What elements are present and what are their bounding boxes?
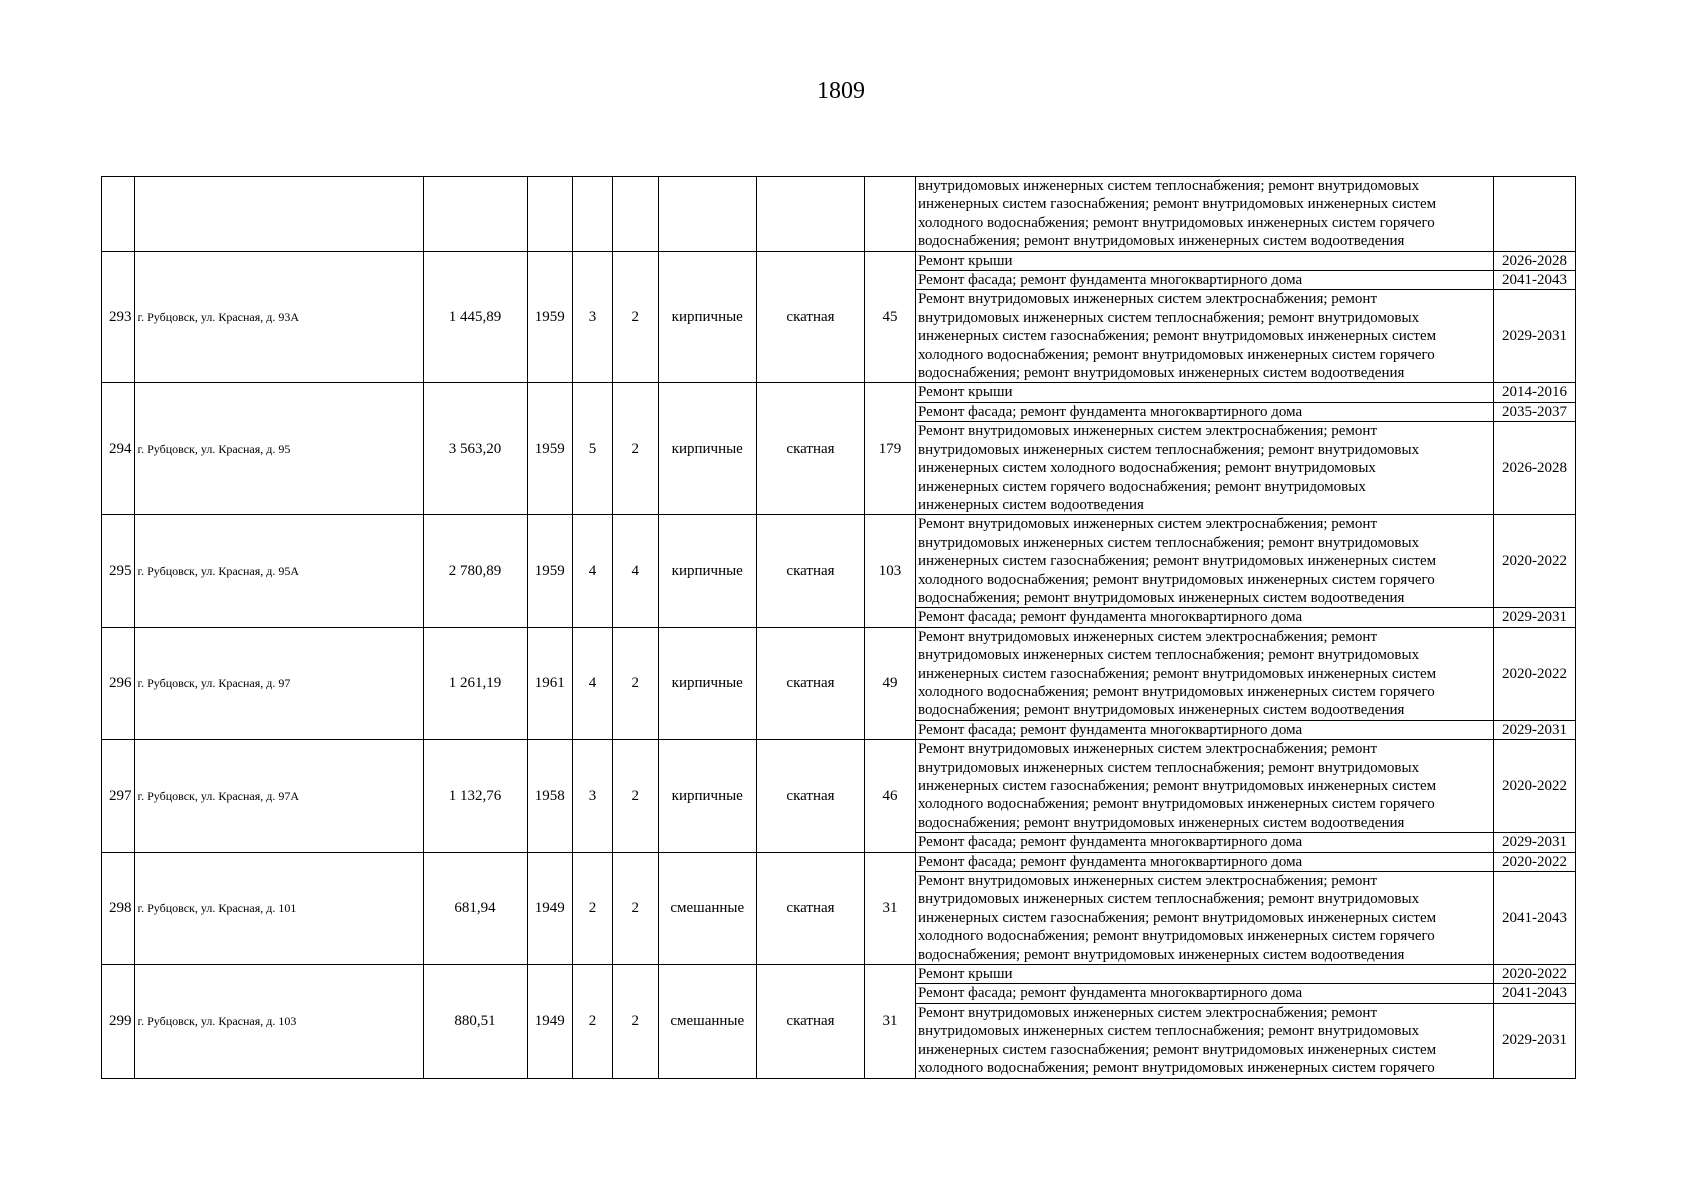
roof-type-cell: скатная — [757, 383, 865, 515]
roof-type-cell: скатная — [757, 852, 865, 964]
empty-cell — [527, 177, 573, 252]
table-row — [102, 515, 1576, 608]
floors-cell: 5 — [573, 383, 613, 515]
row-number-cell: 294 — [102, 383, 135, 515]
year-built-cell: 1961 — [527, 627, 573, 739]
period-cell: 2029-2031 — [1494, 720, 1576, 739]
residents-cell: 103 — [865, 515, 916, 627]
work-description-cell: Ремонт внутридомовых инженерных систем электроснабжения; ремонт внутридомовых инженерных систем теплоснабжения; ремонт внутридомовых инженерных систем газоснабжения; ремонт внутридомовых инженерных систем холодного водоснабжения; ремонт внутридомовых инженерных систем горячего водоснабжения; ремонт внутридомовых инженерных систем водоотведения — [916, 290, 1494, 383]
wall-material-cell: кирпичные — [658, 627, 757, 739]
period-cell: 2029-2031 — [1494, 608, 1576, 627]
period-cell: 2020-2022 — [1494, 627, 1576, 720]
roof-type-cell: скатная — [757, 251, 865, 383]
period-cell: 2020-2022 — [1494, 965, 1576, 984]
row-number-cell: 298 — [102, 852, 135, 964]
floors-cell: 2 — [573, 965, 613, 1078]
area-cell: 3 563,20 — [423, 383, 527, 515]
residents-cell: 179 — [865, 383, 916, 515]
floors-cell: 3 — [573, 251, 613, 383]
work-description-cell: Ремонт крыши — [916, 251, 1494, 270]
work-description-cell: Ремонт фасада; ремонт фундамента многоквартирного дома — [916, 402, 1494, 421]
repair-schedule-table — [101, 176, 1576, 1079]
work-description-cell: Ремонт внутридомовых инженерных систем электроснабжения; ремонт внутридомовых инженерных систем теплоснабжения; ремонт внутридомовых инженерных систем газоснабжения; ремонт внутридомовых инженерных систем холодного водоснабжения; ремонт внутридомовых инженерных систем горячего водоснабжения; ремонт внутридомовых инженерных систем водоотведения — [916, 627, 1494, 720]
wall-material-cell: кирпичные — [658, 740, 757, 852]
period-cell: 2035-2037 — [1494, 402, 1576, 421]
work-description-cell: Ремонт фасада; ремонт фундамента многоквартирного дома — [916, 271, 1494, 290]
floors-cell: 4 — [573, 515, 613, 627]
empty-cell — [102, 177, 135, 252]
floors-cell: 3 — [573, 740, 613, 852]
work-description-cell: Ремонт внутридомовых инженерных систем электроснабжения; ремонт внутридомовых инженерных систем теплоснабжения; ремонт внутридомовых инженерных систем газоснабжения; ремонт внутридомовых инженерных систем холодного водоснабжения; ремонт внутридомовых инженерных систем горячего водоснабжения; ремонт внутридомовых инженерных систем водоотведения — [916, 515, 1494, 608]
residents-cell: 49 — [865, 627, 916, 739]
period-cell: 2014-2016 — [1494, 383, 1576, 402]
period-cell: 2020-2022 — [1494, 852, 1576, 871]
area-cell: 681,94 — [423, 852, 527, 964]
wall-material-cell: смешанные — [658, 852, 757, 964]
address-cell: г. Рубцовск, ул. Красная, д. 95А — [134, 515, 423, 627]
continuation-row — [102, 177, 1576, 252]
entrances-cell: 4 — [613, 515, 659, 627]
residents-cell: 46 — [865, 740, 916, 852]
year-built-cell: 1959 — [527, 251, 573, 383]
empty-cell — [573, 177, 613, 252]
period-cell: 2029-2031 — [1494, 833, 1576, 852]
empty-cell — [658, 177, 757, 252]
table-row — [102, 740, 1576, 833]
table-row — [102, 965, 1576, 984]
roof-type-cell: скатная — [757, 740, 865, 852]
table-row — [102, 852, 1576, 871]
address-cell: г. Рубцовск, ул. Красная, д. 93А — [134, 251, 423, 383]
work-description-cell: Ремонт крыши — [916, 965, 1494, 984]
work-description-cell: Ремонт фасада; ремонт фундамента многоквартирного дома — [916, 608, 1494, 627]
roof-type-cell: скатная — [757, 627, 865, 739]
work-description-cell: Ремонт крыши — [916, 383, 1494, 402]
empty-cell — [134, 177, 423, 252]
row-number-cell: 295 — [102, 515, 135, 627]
work-description-cell: Ремонт фасада; ремонт фундамента многоквартирного дома — [916, 852, 1494, 871]
year-built-cell: 1959 — [527, 383, 573, 515]
period-cell: 2020-2022 — [1494, 515, 1576, 608]
table-row — [102, 383, 1576, 402]
address-cell: г. Рубцовск, ул. Красная, д. 97А — [134, 740, 423, 852]
residents-cell: 31 — [865, 965, 916, 1078]
empty-cell — [865, 177, 916, 252]
period-cell: 2041-2043 — [1494, 984, 1576, 1003]
table-row — [102, 251, 1576, 270]
period-cell: 2029-2031 — [1494, 1003, 1576, 1078]
wall-material-cell: кирпичные — [658, 251, 757, 383]
period-cell: 2041-2043 — [1494, 872, 1576, 965]
floors-cell: 4 — [573, 627, 613, 739]
period-cell: 2020-2022 — [1494, 740, 1576, 833]
period-cell — [1494, 177, 1576, 252]
entrances-cell: 2 — [613, 852, 659, 964]
empty-cell — [613, 177, 659, 252]
empty-cell — [757, 177, 865, 252]
residents-cell: 45 — [865, 251, 916, 383]
period-cell: 2029-2031 — [1494, 290, 1576, 383]
entrances-cell: 2 — [613, 251, 659, 383]
row-number-cell: 293 — [102, 251, 135, 383]
floors-cell: 2 — [573, 852, 613, 964]
area-cell: 2 780,89 — [423, 515, 527, 627]
roof-type-cell: скатная — [757, 965, 865, 1078]
area-cell: 1 261,19 — [423, 627, 527, 739]
year-built-cell: 1959 — [527, 515, 573, 627]
work-description-cell: Ремонт фасада; ремонт фундамента многоквартирного дома — [916, 720, 1494, 739]
address-cell: г. Рубцовск, ул. Красная, д. 97 — [134, 627, 423, 739]
period-cell: 2026-2028 — [1494, 251, 1576, 270]
table-row — [102, 627, 1576, 720]
area-cell: 1 132,76 — [423, 740, 527, 852]
work-description-cell: Ремонт внутридомовых инженерных систем электроснабжения; ремонт внутридомовых инженерных систем теплоснабжения; ремонт внутридомовых инженерных систем газоснабжения; ремонт внутридомовых инженерных систем холодного водоснабжения; ремонт внутридомовых инженерных систем горячего — [916, 1003, 1494, 1078]
row-number-cell: 296 — [102, 627, 135, 739]
table-body — [102, 177, 1576, 1079]
address-cell: г. Рубцовск, ул. Красная, д. 95 — [134, 383, 423, 515]
row-number-cell: 297 — [102, 740, 135, 852]
entrances-cell: 2 — [613, 740, 659, 852]
roof-type-cell: скатная — [757, 515, 865, 627]
period-cell: 2041-2043 — [1494, 271, 1576, 290]
year-built-cell: 1949 — [527, 965, 573, 1078]
wall-material-cell: кирпичные — [658, 383, 757, 515]
year-built-cell: 1949 — [527, 852, 573, 964]
period-cell: 2026-2028 — [1494, 422, 1576, 515]
entrances-cell: 2 — [613, 965, 659, 1078]
work-description-cell: Ремонт внутридомовых инженерных систем электроснабжения; ремонт внутридомовых инженерных систем теплоснабжения; ремонт внутридомовых инженерных систем холодного водоснабжения; ремонт внутридомовых инженерных систем горячего водоснабжения; ремонт внутридомовых инженерных систем водоотведения — [916, 422, 1494, 515]
page-number: 1809 — [817, 78, 865, 104]
work-description-cell: Ремонт внутридомовых инженерных систем электроснабжения; ремонт внутридомовых инженерных систем теплоснабжения; ремонт внутридомовых инженерных систем газоснабжения; ремонт внутридомовых инженерных систем холодного водоснабжения; ремонт внутридомовых инженерных систем горячего водоснабжения; ремонт внутридомовых инженерных систем водоотведения — [916, 872, 1494, 965]
address-cell: г. Рубцовск, ул. Красная, д. 101 — [134, 852, 423, 964]
residents-cell: 31 — [865, 852, 916, 964]
area-cell: 880,51 — [423, 965, 527, 1078]
year-built-cell: 1958 — [527, 740, 573, 852]
entrances-cell: 2 — [613, 627, 659, 739]
empty-cell — [423, 177, 527, 252]
area-cell: 1 445,89 — [423, 251, 527, 383]
address-cell: г. Рубцовск, ул. Красная, д. 103 — [134, 965, 423, 1078]
work-description-cell: Ремонт внутридомовых инженерных систем электроснабжения; ремонт внутридомовых инженерных систем теплоснабжения; ремонт внутридомовых инженерных систем газоснабжения; ремонт внутридомовых инженерных систем холодного водоснабжения; ремонт внутридомовых инженерных систем горячего водоснабжения; ремонт внутридомовых инженерных систем водоотведения — [916, 740, 1494, 833]
wall-material-cell: смешанные — [658, 965, 757, 1078]
row-number-cell: 299 — [102, 965, 135, 1078]
work-description-cell: внутридомовых инженерных систем теплоснабжения; ремонт внутридомовых инженерных систем газоснабжения; ремонт внутридомовых инженерных систем холодного водоснабжения; ремонт внутридомовых инженерных систем горячего водоснабжения; ремонт внутридомовых инженерных систем водоотведения — [916, 177, 1494, 252]
work-description-cell: Ремонт фасада; ремонт фундамента многоквартирного дома — [916, 984, 1494, 1003]
entrances-cell: 2 — [613, 383, 659, 515]
wall-material-cell: кирпичные — [658, 515, 757, 627]
work-description-cell: Ремонт фасада; ремонт фундамента многоквартирного дома — [916, 833, 1494, 852]
